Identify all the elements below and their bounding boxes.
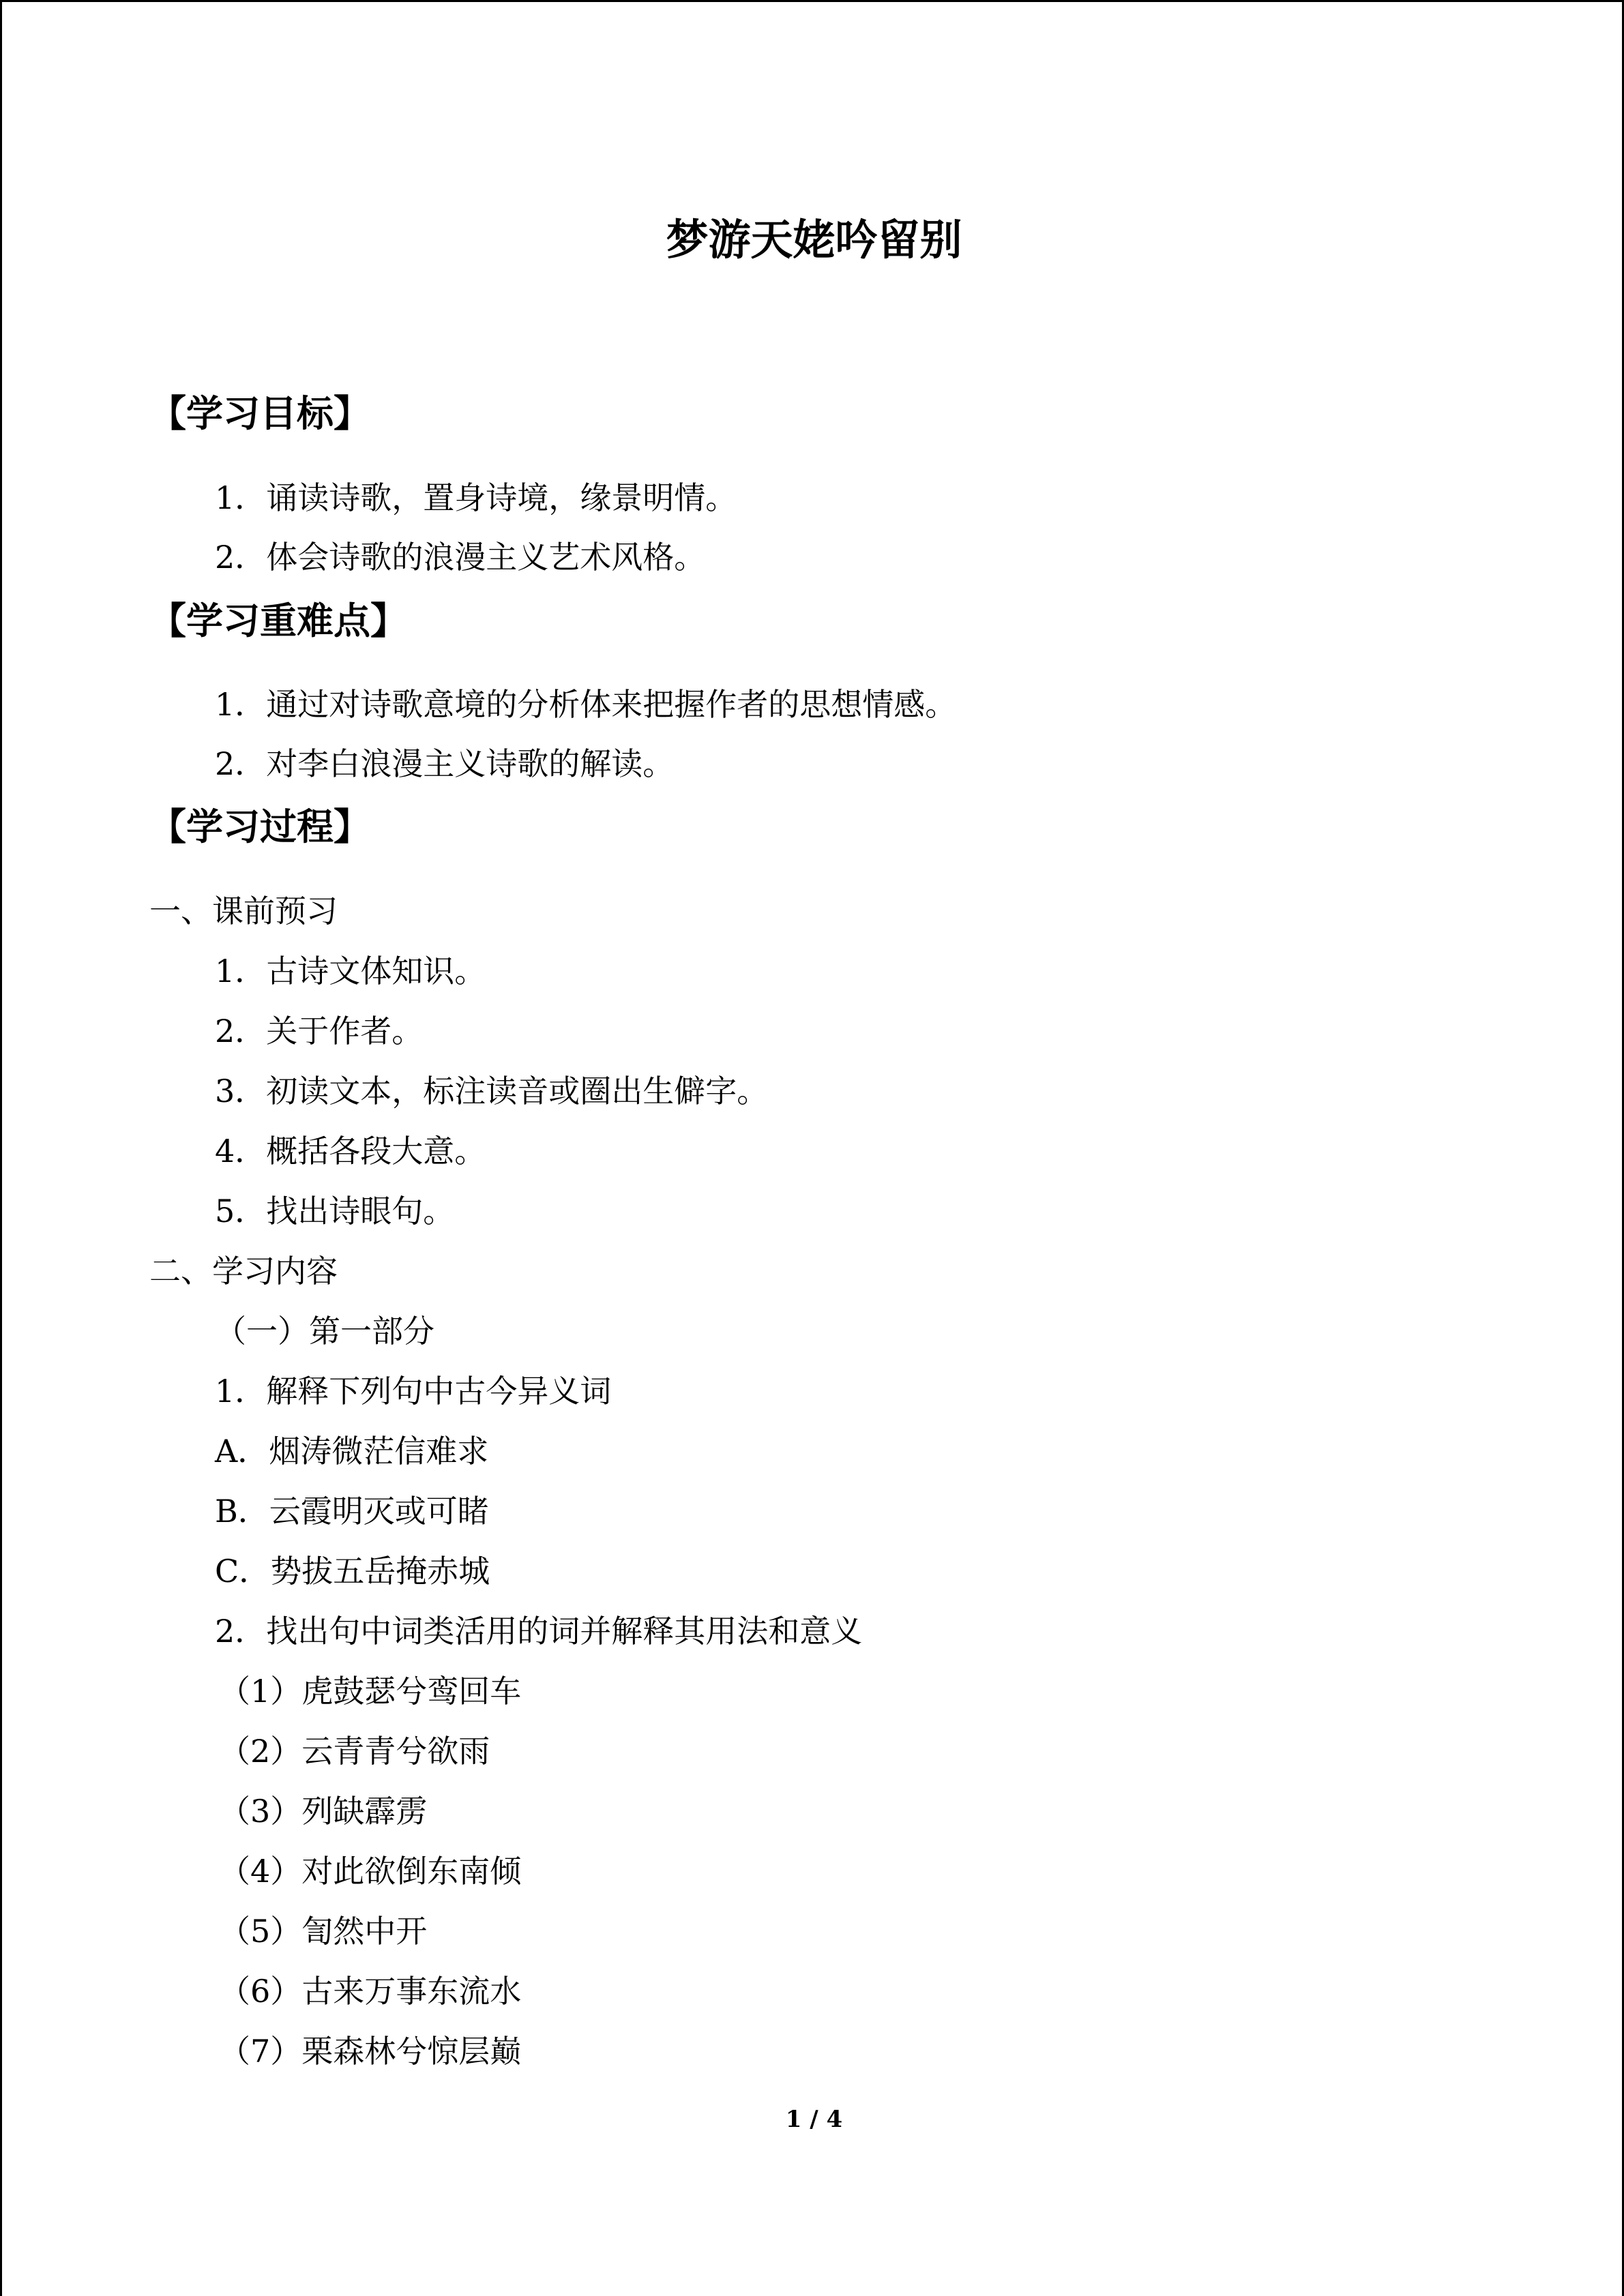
objective-item: 1．诵读诗歌，置身诗境，缘景明情。 [215, 479, 737, 516]
question-1-option: A．烟涛微茫信难求 [215, 1433, 489, 1470]
objectives-heading: 【学习目标】 [149, 391, 370, 435]
key-point-item: 2．对李白浪漫主义诗歌的解读。 [215, 745, 675, 782]
question-2-item: （4）对此欲倒东南倾 [219, 1853, 522, 1890]
question-2-item: （6）古来万事东流水 [219, 1973, 522, 2010]
page-number: 1 / 4 [785, 2106, 843, 2133]
key-point-item: 1．通过对诗歌意境的分析体来把握作者的思想情感。 [215, 686, 957, 723]
question-1-option: C．势拔五岳掩赤城 [215, 1553, 490, 1590]
preview-item: 5．找出诗眼句。 [215, 1193, 455, 1229]
preview-item: 4．概括各段大意。 [215, 1133, 486, 1169]
question-2-item: （2）云青青兮欲雨 [219, 1733, 490, 1770]
question-2-item: （7）栗森林兮惊层巅 [219, 2033, 522, 2070]
question-2-item: （3）列缺霹雳 [219, 1793, 428, 1830]
question-1-option: B．云霞明灭或可睹 [215, 1493, 489, 1530]
key-points-heading: 【学习重难点】 [149, 599, 407, 642]
preview-item: 2．关于作者。 [215, 1013, 424, 1049]
part1-label: 一、课前预习 [149, 893, 338, 929]
part2-label: 二、学习内容 [149, 1253, 338, 1289]
question-2-item: （1）虎鼓瑟兮鸾回车 [219, 1673, 522, 1710]
question-1-label: 1．解释下列句中古今异义词 [215, 1373, 612, 1410]
preview-item: 3．初读文本，标注读音或圈出生僻字。 [215, 1073, 769, 1109]
objective-item: 2．体会诗歌的浪漫主义艺术风格。 [215, 539, 706, 576]
process-heading: 【学习过程】 [149, 805, 370, 848]
part2-sub-label: （一）第一部分 [215, 1313, 434, 1350]
question-2-item: （5）訇然中开 [219, 1913, 428, 1950]
preview-item: 1．古诗文体知识。 [215, 953, 486, 989]
question-2-label: 2．找出句中词类活用的词并解释其用法和意义 [215, 1613, 863, 1650]
page-title: 梦游天姥吟留别 [666, 215, 962, 265]
